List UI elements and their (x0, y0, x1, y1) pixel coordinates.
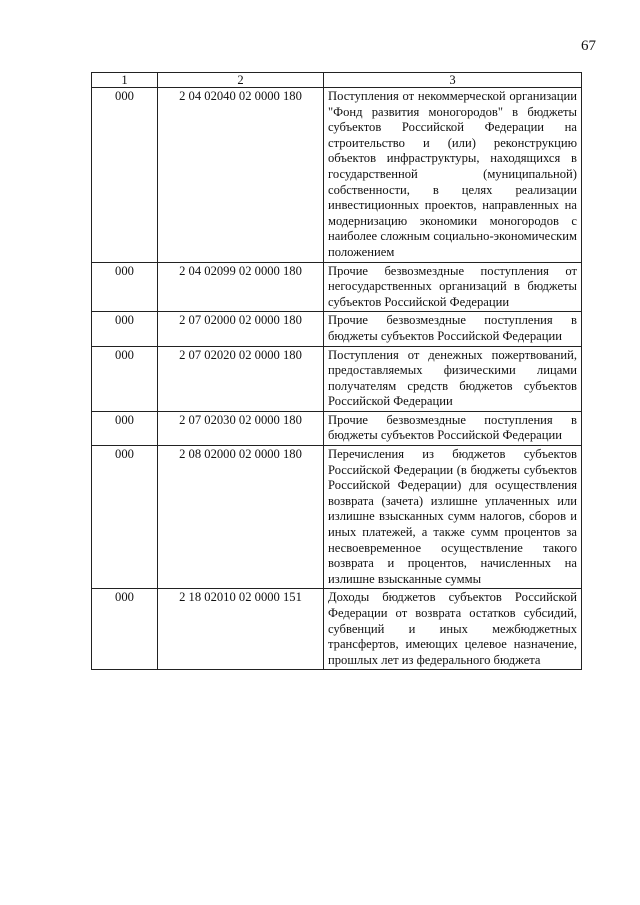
column-header-1: 1 (92, 73, 158, 88)
admin-code-cell: 000 (92, 411, 158, 445)
admin-code-cell: 000 (92, 346, 158, 411)
kbk-code-cell: 2 04 02099 02 0000 180 (158, 262, 324, 312)
kbk-code-cell: 2 08 02000 02 0000 180 (158, 446, 324, 589)
kbk-code-cell: 2 04 02040 02 0000 180 (158, 88, 324, 263)
admin-code-cell: 000 (92, 589, 158, 670)
admin-code-cell: 000 (92, 312, 158, 346)
table-row (92, 88, 582, 263)
description-cell: Прочие безвозмездные поступления в бюджеты субъектов Российской Федерации (324, 312, 582, 346)
admin-code-cell: 000 (92, 262, 158, 312)
column-header-2: 2 (158, 73, 324, 88)
kbk-code-cell: 2 18 02010 02 0000 151 (158, 589, 324, 670)
description-cell: Поступления от денежных пожертвований, предоставляемых физическими лицами получателям средств бюджетов субъектов Российской Федерации (324, 346, 582, 411)
description-cell: Поступления от некоммерческой организации "Фонд развития моногородов" в бюджеты субъектов Российской Федерации на строительство и (или) реконструкцию объектов инфраструктуры, находящихся в государственной (муниципальной) собственности, в целях реализации инвестиционных проектов, направленных на модернизацию экономики моногородов с наиболее сложным социально-экономическим положением (324, 88, 582, 263)
kbk-code-cell: 2 07 02030 02 0000 180 (158, 411, 324, 445)
page-number: 67 (581, 38, 596, 54)
table-row (92, 346, 582, 411)
budget-codes-table (91, 72, 582, 670)
table-row (92, 446, 582, 589)
table-row (92, 262, 582, 312)
admin-code-cell: 000 (92, 88, 158, 263)
admin-code-cell: 000 (92, 446, 158, 589)
column-header-3: 3 (324, 73, 582, 88)
kbk-code-cell: 2 07 02000 02 0000 180 (158, 312, 324, 346)
table-row (92, 411, 582, 445)
description-cell: Перечисления из бюджетов субъектов Российской Федерации (в бюджеты субъектов Российской Федерации) для осуществления возврата (зачета) излишне уплаченных или излишне взысканных сумм налогов, сборов и иных платежей, а также сумм процентов за несвоевременное осуществление такого возврата и процентов, начисленных на излишне взысканные суммы (324, 446, 582, 589)
table-header-row (92, 73, 582, 88)
kbk-code-cell: 2 07 02020 02 0000 180 (158, 346, 324, 411)
description-cell: Прочие безвозмездные поступления от негосударственных организаций в бюджеты субъектов Российской Федерации (324, 262, 582, 312)
description-cell: Прочие безвозмездные поступления в бюджеты субъектов Российской Федерации (324, 411, 582, 445)
description-cell: Доходы бюджетов субъектов Российской Федерации от возврата остатков субсидий, субвенций и иных межбюджетных трансфертов, имеющих целевое назначение, прошлых лет из федерального бюджета (324, 589, 582, 670)
table-row (92, 589, 582, 670)
table-row (92, 312, 582, 346)
